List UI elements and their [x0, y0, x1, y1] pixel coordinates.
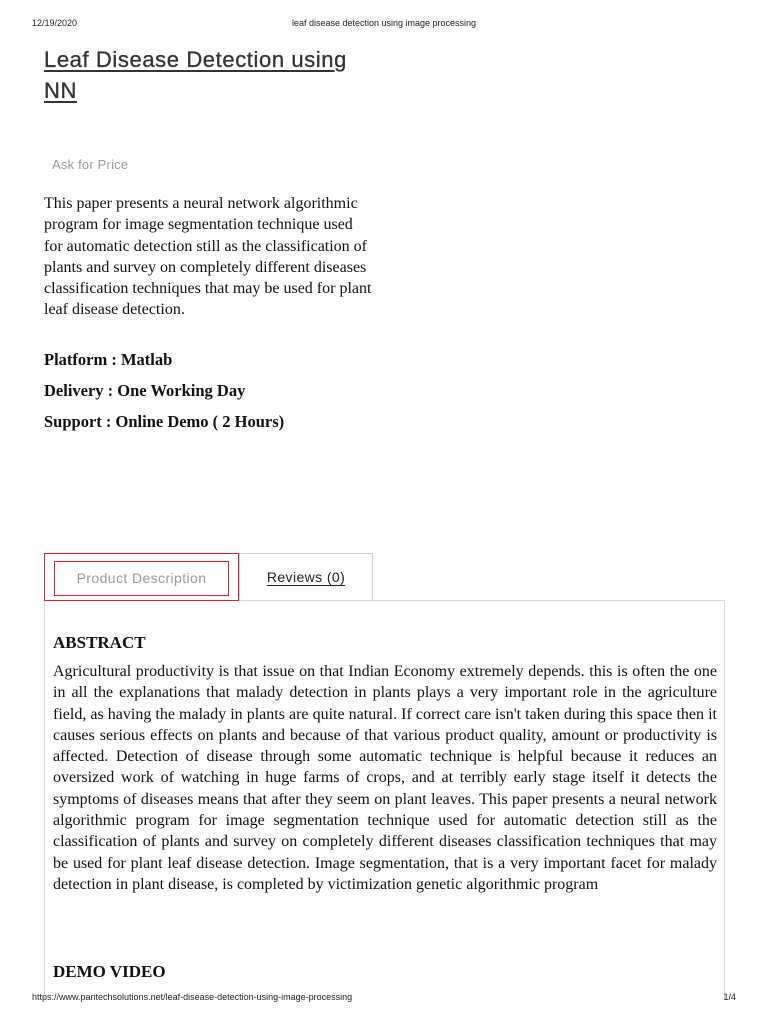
support-spec: Support : Online Demo ( 2 Hours)	[44, 412, 285, 431]
product-title[interactable]: Leaf Disease Detection using NN	[44, 47, 347, 103]
abstract-text: Agricultural productivity is that issue on that Indian Economy extremely depends. this is often the one in all the explanations that malady detection in plants plays a very important role in the agriculture field, as having the malady in plants are quite natural. If correct care isn't taken during this space then it causes serious effects on plants and because of that various product quality, amount or productivity is affected. Detection of disease through some automatic technique is helpful because it reduces an oversized work of watching in huge farms of crops, and at terribly early stage itself it detects the symptoms of diseases means that after they seem on plant leaves. This paper presents a neural network algorithmic program for image segmentation technique used for automatic detection still as the classification of plants and survey on completely different diseases classification techniques that may be used for plant leaf disease detection. Image segmentation, that is a very important facet for malady detection in plant disease, is completed by victimization genetic algorithmic program	[53, 663, 717, 893]
print-footer	[32, 992, 736, 1006]
product-tabs	[44, 553, 374, 601]
print-page-number: 1/4	[723, 992, 736, 1002]
print-document-title: leaf disease detection using image processing	[291, 18, 477, 28]
tab-product-description-label: Product Description	[54, 561, 229, 596]
demo-video-heading: DEMO VIDEO	[53, 962, 166, 981]
tab-reviews[interactable]	[239, 553, 373, 600]
product-description-panel	[44, 600, 725, 1000]
tab-reviews-label: Reviews (0)	[266, 569, 346, 585]
delivery-spec: Delivery : One Working Day	[44, 381, 246, 400]
tab-product-description[interactable]	[44, 553, 239, 601]
print-header	[32, 18, 736, 32]
print-page-url: https://www.pantechsolutions.net/leaf-disease-detection-using-image-processing	[32, 992, 353, 1002]
print-date: 12/19/2020	[32, 18, 78, 28]
platform-spec: Platform : Matlab	[44, 350, 173, 369]
ask-for-price-link[interactable]: Ask for Price	[52, 157, 129, 172]
product-summary: This paper presents a neural network algorithmic program for image segmentation technique used for automatic detection still as the classification of plants and survey on completely different diseases classification techniques that may be used for plant leaf disease detection.	[44, 195, 372, 319]
abstract-heading: ABSTRACT	[53, 633, 146, 652]
